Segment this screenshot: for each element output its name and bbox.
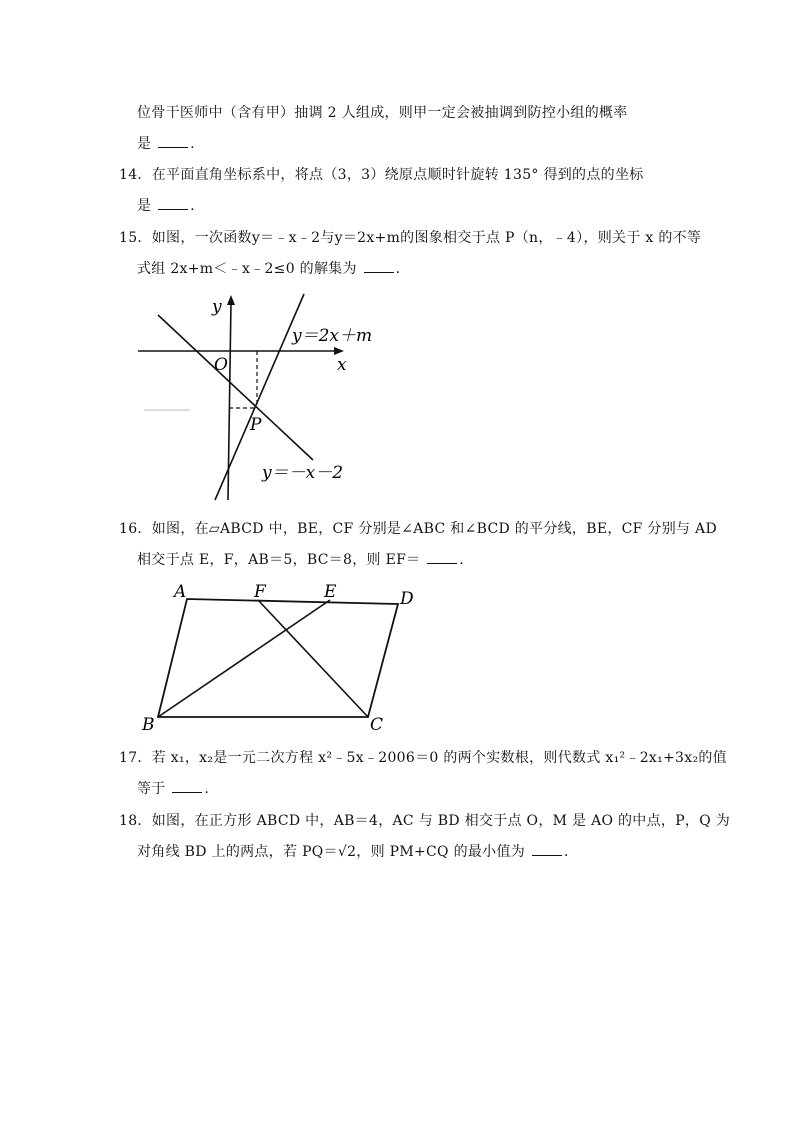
q14-line2 <box>137 196 195 216</box>
q13-line1: 位骨干医师中（含有甲）抽调 2 人组成，则甲一定会被抽调到防控小组的概率 <box>137 105 628 121</box>
y-axis-label: y <box>212 297 222 317</box>
q16-line1 <box>119 519 717 539</box>
q18-text: 如图，在正方形 ABCD 中，AB＝4，AC 与 BD 相交于点 O，M 是 AO 的中点，P，Q 为 <box>151 813 731 829</box>
answer-blank[interactable] <box>158 135 188 148</box>
vertex-f-label: F <box>254 582 266 602</box>
answer-blank[interactable] <box>172 780 202 793</box>
question-number: 14． <box>119 167 152 183</box>
q14-line2-post: . <box>190 198 195 214</box>
y-axis-arrow <box>227 295 235 305</box>
segment-cf <box>258 600 368 717</box>
q18-line2-text: 对角线 BD 上的两点，若 PQ＝√2，则 PM+CQ 的最小值为 <box>137 844 526 860</box>
q15-line2-text: 式组 2x+m＜﹣x﹣2≤0 的解集为 <box>137 261 357 277</box>
q14-line2-pre: 是 <box>137 198 152 214</box>
q15-line1 <box>119 228 701 248</box>
parallelogram-abcd <box>158 599 398 717</box>
q13-line2-post: . <box>190 136 195 152</box>
answer-blank[interactable] <box>532 843 562 856</box>
q14-line1 <box>119 165 644 185</box>
q16-line2-post: . <box>459 552 464 568</box>
q16-parallelogram-figure <box>138 580 428 735</box>
x-axis-label: x <box>337 355 347 375</box>
q16-text: 如图，在▱ABCD 中，BE，CF 分别是∠ABC 和∠BCD 的平分线，BE，CF 分别与 AD <box>151 521 717 537</box>
q14-text: 在平面直角坐标系中，将点（3，3）绕原点顺时针旋转 135° 得到的点的坐标 <box>151 167 644 183</box>
q16-line2 <box>137 550 464 570</box>
question-number: 15． <box>119 230 152 246</box>
q17-line1 <box>119 748 727 768</box>
question-number: 18． <box>119 813 152 829</box>
q15-line2 <box>137 259 400 279</box>
q18-line2 <box>137 842 569 862</box>
answer-blank[interactable] <box>158 197 188 210</box>
q15-text: 如图，一次函数y＝﹣x﹣2与y＝2x+m的图象相交于点 P（n，﹣4），则关于 x 的不等 <box>151 230 702 246</box>
q17-line2 <box>137 779 209 799</box>
q17-line2-pre: 等于 <box>137 781 166 797</box>
q15-line2-post: . <box>395 261 401 277</box>
vertex-d-label: D <box>400 589 414 609</box>
q18-line2-post: . <box>563 844 569 860</box>
answer-blank[interactable] <box>427 551 457 564</box>
q15-graph-figure <box>130 290 380 505</box>
vertex-e-label: E <box>324 582 337 602</box>
question-number: 16． <box>119 521 152 537</box>
line2-label: y＝－x－2 <box>262 463 344 483</box>
q13-line2-pre: 是 <box>137 136 152 152</box>
answer-blank[interactable] <box>364 260 394 273</box>
question-number: 17． <box>119 750 152 766</box>
x-axis-arrow <box>334 347 344 355</box>
q17-text: 若 x₁，x₂是一元二次方程 x²﹣5x﹣2006＝0 的两个实数根，则代数式 x₁²﹣2x₁+3x₂的值 <box>151 750 727 766</box>
q16-line2-text: 相交于点 E，F，AB＝5，BC＝8，则 EF＝ <box>137 552 421 568</box>
vertex-a-label: A <box>174 582 187 602</box>
origin-label: O <box>214 355 228 375</box>
vertex-c-label: C <box>370 715 384 735</box>
line1-label: y＝2x＋m <box>292 326 373 346</box>
point-p-label: P <box>250 415 262 435</box>
q17-line2-post: . <box>204 781 210 797</box>
q18-line1 <box>119 811 730 831</box>
q13-line2 <box>137 134 195 154</box>
segment-be <box>158 600 330 717</box>
line-neg-x-minus-2 <box>158 315 313 460</box>
vertex-b-label: B <box>142 715 155 735</box>
